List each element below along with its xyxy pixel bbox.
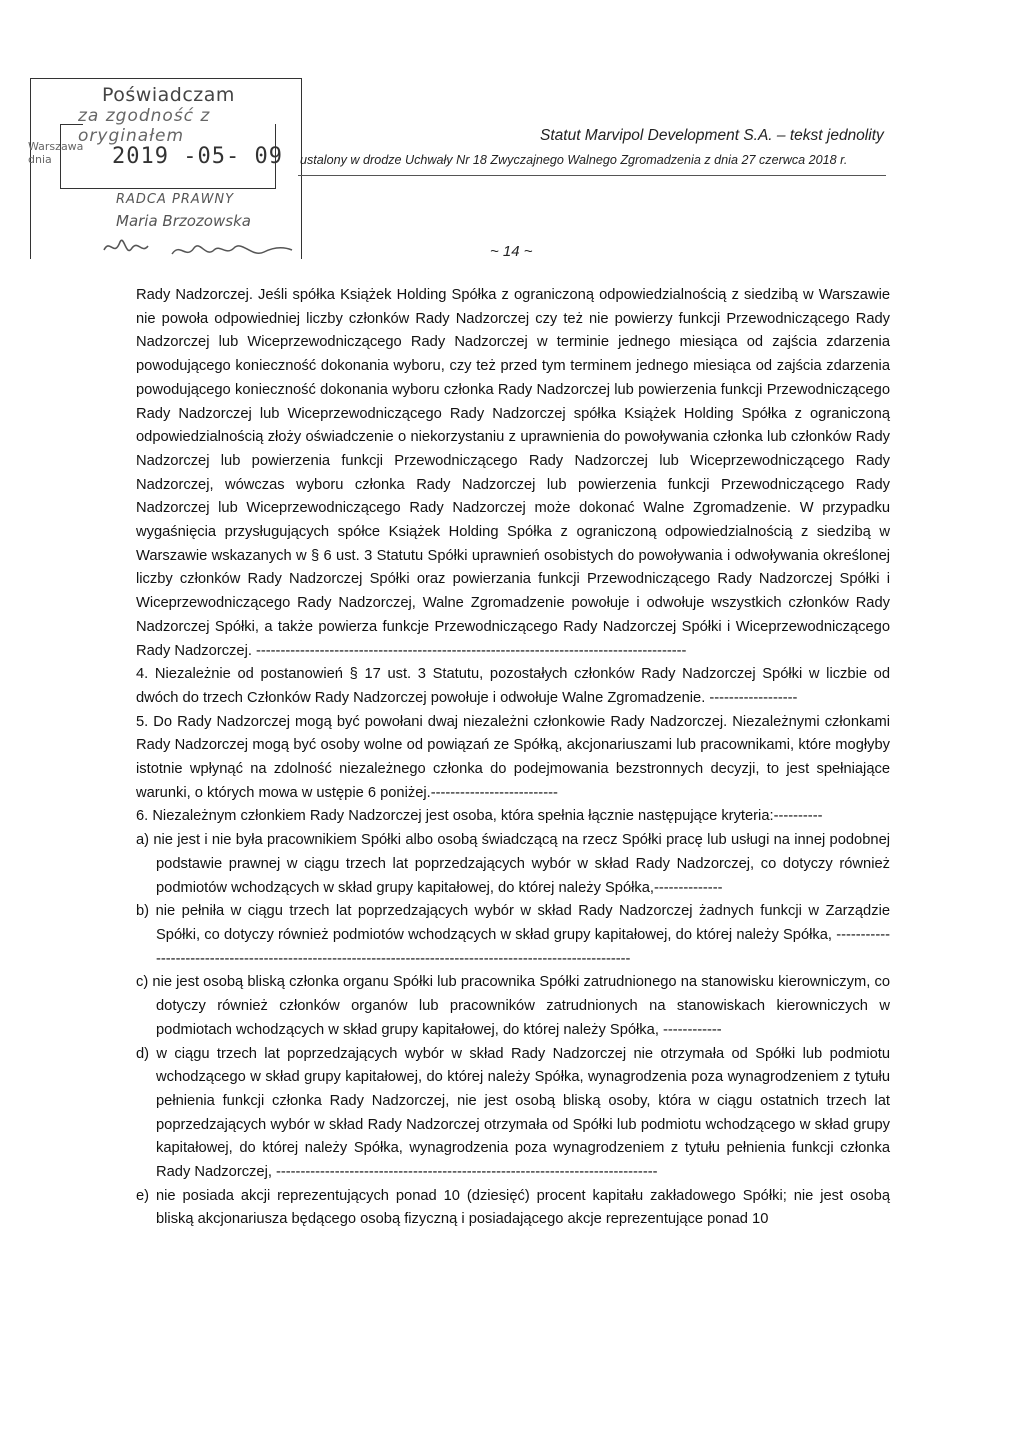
paragraph-6: 6. Niezależnym członkiem Rady Nadzorczej jest osoba, która spełnia łącznie następujące kryteria:---------- — [136, 808, 823, 825]
stamp-date: 2019 -05- 09 — [112, 144, 283, 169]
criterion-e: e) nie posiada akcji reprezentujących ponad 10 (dziesięć) procent kapitału zakładowego Spółki; nie jest osobą bliską akcjonariusza będącego osobą fizyczną i posiadającego akcje reprezentujące ponad 10 — [136, 1187, 890, 1228]
paragraph-4: 4. Niezależnie od postanowień § 17 ust. 3 Statutu, pozostałych członków Rady Nadzorczej Spółki w liczbie od dwóch do trzech Członków Rady Nadzorczej powołuje i odwołuje Walne Zgromadzenie. ------------------ — [136, 666, 890, 706]
page-number: ~ 14 ~ — [490, 243, 533, 260]
paragraph-continuation: Rady Nadzorczej. Jeśli spółka Książek Holding Spółka z ograniczoną odpowiedzialnością z siedzibą w Warszawie nie powoła odpowiedniej liczby członków Rady Nadzorczej czy też nie powierzy funkcji Przewodniczącego Rady Nadzorczej lub Wiceprzewodniczącego Rady Nadzorczej w terminie jednego miesiąca od zajścia zdarzenia powodującego konieczność dokonania wyboru, czy też przed tym terminem jednego miesiąca od zajścia zdarzenia powodującego konieczność dokonania wyboru członka Rady Nadzorczej lub powierzenia funkcji Przewodniczącego Rady Nadzorczej lub Wiceprzewodniczącego Rady Nadzorczej spółka Książek Holding Spółka z ograniczoną odpowiedzialnością złoży oświadczenie o niekorzystaniu z uprawnienia do powoływania członka lub członków Rady Nadzorczej lub powierzenia funkcji Przewodniczącego Rady Nadzorczej lub Wiceprzewodniczącego Rady Nadzorczej, wówczas wyboru członka Rady Nadzorczej lub powierzenia funkcji Przewodniczącego Rady Nadzorczej lub Wiceprzewodniczącego Rady Nadzorczej może dokonać Walne Zgromadzenie. W przypadku wygaśnięcia przysługujących spółce Książek Holding Spółka z ograniczoną odpowiedzialnością z siedzibą w Warszawie wskazanych w § 6 ust. 3 Statutu Spółki uprawnień osobistych do powoływania i odwoływania określonej liczby członków Rady Nadzorczej Spółki oraz powierzania funkcji Przewodniczącego Rady Nadzorczej Spółki i Wiceprzewodniczącego Rady Nadzorczej, Walne Zgromadzenie powołuje i odwołuje wszystkich członków Rady Nadzorczej Spółki, a także powierza funkcje Przewodniczącego Rady Nadzorczej Spółki i Wiceprzewodniczącego Rady Nadzorczej. ---------------------------------------------------------------------------------------- — [136, 287, 890, 659]
stamp-role: RADCA PRAWNY — [116, 192, 235, 207]
document-title: Statut Marvipol Development S.A. – tekst jednolity — [540, 127, 884, 144]
criterion-a: a) nie jest i nie była pracownikiem Spółki albo osobą świadczącą na rzecz Spółki pracę lub usługi na innej podobnej podstawie prawnej w ciągu trzech lat poprzedzających wybór w skład Rady Nadzorczej, co dotyczy również podmiotów wchodzących w skład grupy kapitałowej, do której należy Spółka,-------------- — [136, 832, 890, 896]
stamp-heading: Poświadczam — [102, 84, 235, 106]
stamp-divider — [60, 188, 276, 189]
paragraph-5: 5. Do Rady Nadzorczej mogą być powołani dwaj niezależni członkowie Rady Nadzorczej. Niezależnymi członkami Rady Nadzorczej mogą być osoby wolne od powiązań ze Spółką, akcjonariuszami lub pracownikami, które mogłyby istotnie wpłynąć na zdolność niezależnego członka do podejmowania bezstronnych decyzji, to jest spełniające warunki, o których mowa w ustępie 6 poniżej.-------------------------- — [136, 713, 890, 801]
criterion-d: d) w ciągu trzech lat poprzedzających wybór w skład Rady Nadzorczej nie otrzymała od Spółki lub podmiotu wchodzącego w skład grupy kapitałowej, do której należy Spółka, wynagrodzenia poza wynagrodzeniem z tytułu pełnienia funkcji członka Rady Nadzorczej, nie jest osobą bliską osoby, która w ciągu ostatnich trzech lat poprzedzających wybór w skład Rady Nadzorczej otrzymała od Spółki lub podmiotu wchodzącego w skład grupy kapitałowej, do której należy Spółka, wynagrodzenia poza wynagrodzeniem z tytułu pełnienia funkcji członka Rady Nadzorczej, ------------------------------------------------------------------------------ — [136, 1045, 890, 1181]
stamp-place-label: Warszawa dnia — [28, 140, 84, 166]
header-divider — [298, 175, 886, 176]
stamp-conformity-text: za zgodność z oryginałem — [78, 106, 211, 146]
document-body — [136, 284, 890, 1232]
stamp-name: Maria Brzozowska — [116, 212, 251, 230]
document-subtitle: ustalony w drodze Uchwały Nr 18 Zwyczajnego Walnego Zgromadzenia z dnia 27 czerwca 2018 r. — [300, 153, 848, 167]
criterion-c: c) nie jest osobą bliską członka organu Spółki lub pracownika Spółki zatrudnionego na stanowisku kierowniczym, co dotyczy również członków organów lub pracowników zatrudnionych na stanowiskach kierowniczych w podmiotach wchodzących w skład grupy kapitałowej, do której należy Spółka, ------------ — [136, 974, 890, 1038]
certification-stamp — [30, 78, 300, 268]
criterion-b: b) nie pełniła w ciągu trzech lat poprzedzających wybór w skład Rady Nadzorczej żadnych funkcji w Zarządzie Spółki, co dotyczy również podmiotów wchodzących w skład grupy kapitałowej, do której należy Spółka, ------------------------------------------------------------------------------------------------------------ — [136, 903, 890, 967]
handwritten-signature — [102, 228, 302, 268]
